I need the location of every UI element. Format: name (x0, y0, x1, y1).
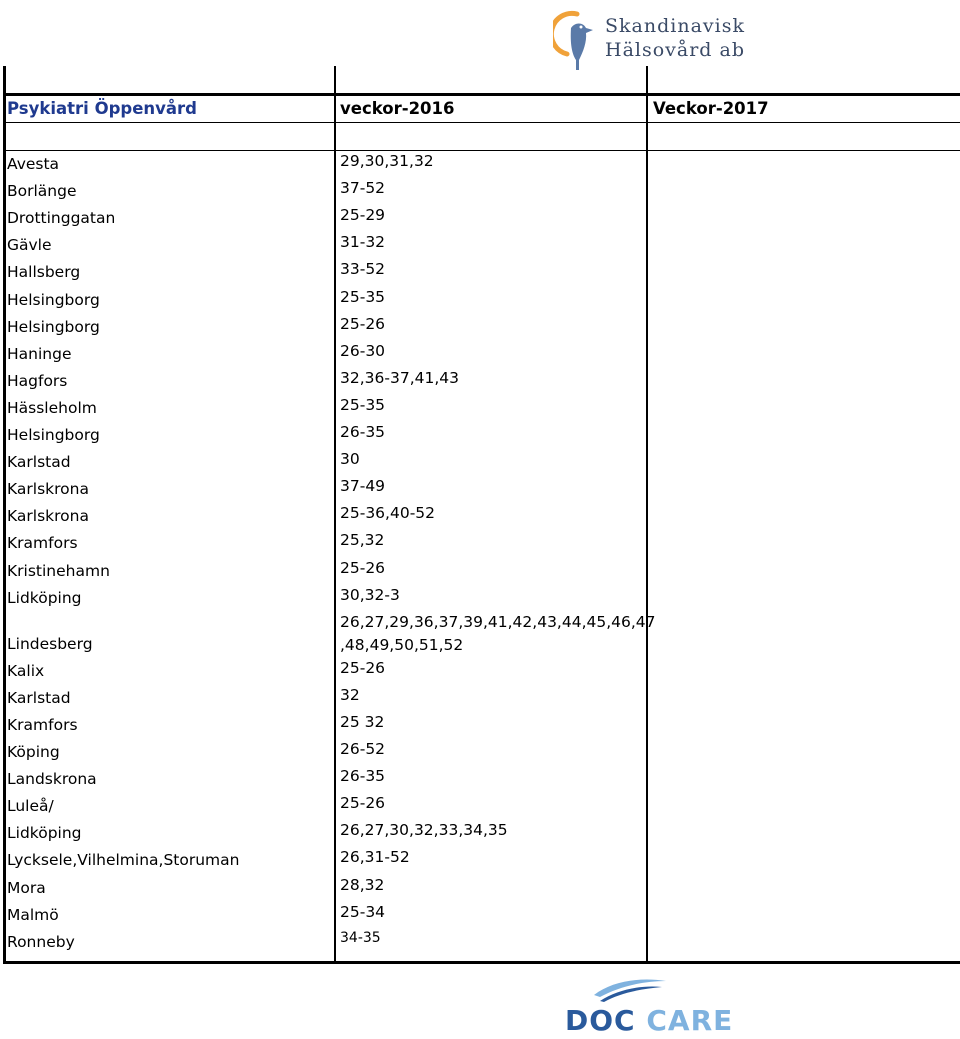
table-row (3, 686, 960, 713)
table-row (3, 613, 960, 659)
logo-care-text: CARE (646, 1004, 734, 1037)
weeks-2016-cell: 25-26 (340, 314, 386, 333)
table-row (3, 930, 960, 957)
place-cell: Borlänge (7, 182, 77, 201)
place-cell: Kramfors (7, 534, 78, 553)
weeks-2016-cell: 25-35 (340, 287, 386, 306)
weeks-2016-cell: 25-29 (340, 206, 386, 225)
place-cell: Drottinggatan (7, 209, 116, 228)
logo-doc-text: DOC (565, 1004, 636, 1037)
place-cell: Mora (7, 878, 46, 897)
place-cell: Hagfors (7, 371, 68, 390)
table-row (3, 903, 960, 930)
bird-sun-icon (553, 8, 603, 74)
table-row (3, 179, 960, 206)
place-cell: Kramfors (7, 715, 78, 734)
place-cell: Karlstad (7, 688, 71, 707)
place-cell: Lindesberg (7, 634, 93, 653)
weeks-2016-cell: 25,32 (340, 531, 385, 550)
table-row (3, 369, 960, 396)
place-cell: Helsingborg (7, 426, 100, 445)
weeks-2016-cell: 29,30,31,32 (340, 152, 434, 170)
table-row (3, 740, 960, 767)
place-cell: Avesta (7, 155, 60, 174)
place-cell: Malmö (7, 905, 59, 924)
header-veckor-2016: veckor-2016 (340, 99, 455, 118)
header-veckor-2017: Veckor-2017 (653, 99, 769, 118)
table-row (3, 713, 960, 740)
weeks-2016-cell (340, 611, 656, 657)
weeks-2016-cell: 34-35 (340, 929, 381, 946)
weeks-2016-cell: 28,32 (340, 875, 385, 894)
place-cell: Landskrona (7, 770, 97, 789)
table-row (3, 559, 960, 586)
weeks-2016-cell: 26,31-52 (340, 848, 410, 867)
doc-care-logo (565, 975, 750, 1035)
row-divider (3, 961, 960, 964)
weeks-2016-cell: 25-35 (340, 395, 386, 414)
weeks-2016-cell: 25-26 (340, 658, 386, 677)
table-row (3, 659, 960, 686)
place-cell: Köping (7, 743, 60, 762)
weeks-2016-cell: 25-26 (340, 558, 386, 577)
place-cell: Karlskrona (7, 507, 89, 526)
weeks-2016-cell: 25-26 (340, 794, 386, 813)
place-cell: Lidköping (7, 824, 82, 843)
weeks-2016-cell: 26-35 (340, 423, 386, 441)
place-cell: Helsingborg (7, 317, 100, 336)
skandinavisk-halsovard-logo (553, 8, 763, 74)
weeks-2016-cell: 32,36-37,41,43 (340, 368, 459, 387)
table-row (3, 233, 960, 260)
weeks-2016-cell: 30,32-3 (340, 585, 400, 604)
swoosh-icon (590, 975, 670, 1003)
table-row (3, 848, 960, 875)
place-cell: Kalix (7, 661, 45, 680)
place-cell: Hässleholm (7, 398, 97, 417)
place-cell: Karlskrona (7, 480, 89, 499)
weeks-2016-cell: 25 32 (340, 712, 385, 731)
row-divider (3, 93, 960, 96)
weeks-2016-cell: 33-52 (340, 260, 386, 279)
table-row (3, 396, 960, 423)
weeks-2016-cell: 26-30 (340, 341, 386, 360)
weeks-2016-cell: 25-36,40-52 (340, 504, 436, 523)
weeks-2016-cell: 32 (340, 685, 360, 704)
place-cell: Luleå/ (7, 797, 54, 816)
table-row (3, 586, 960, 613)
weeks-2016-cell: 31-32 (340, 233, 386, 252)
row-divider (3, 150, 960, 151)
table-row (3, 260, 960, 287)
table-row (3, 206, 960, 233)
table-row (3, 315, 960, 342)
weeks-2016-cell: 37-49 (340, 477, 386, 496)
weeks-2016-cell: 37-52 (340, 179, 386, 198)
logo-line-1: Skandinavisk (605, 15, 745, 37)
weeks-2016-cell: 30 (340, 450, 360, 469)
table-row (3, 288, 960, 315)
weeks-2016-cell: 26,27,30,32,33,34,35 (340, 821, 508, 840)
table-row (3, 423, 960, 450)
table-row (3, 477, 960, 504)
table-row (3, 794, 960, 821)
header-row (3, 99, 960, 127)
header-psykiatri: Psykiatri Öppenvård (7, 99, 197, 118)
place-cell: Hallsberg (7, 263, 81, 282)
place-cell: Karlstad (7, 453, 71, 472)
place-cell: Ronneby (7, 932, 75, 951)
table-row (3, 531, 960, 558)
table-row (3, 504, 960, 531)
weeks-2016-cell: 26-35 (340, 767, 386, 786)
table-row (3, 767, 960, 794)
weeks-2016-line: 26,27,29,36,37,39,41,42,43,44,45,46,47 (340, 612, 656, 631)
table-row (3, 450, 960, 477)
weeks-2016-cell: 25-34 (340, 902, 386, 921)
place-cell: Haninge (7, 344, 72, 363)
place-cell: Kristinehamn (7, 561, 110, 580)
table-row (3, 152, 960, 179)
place-cell: Gävle (7, 236, 52, 255)
place-cell: Helsingborg (7, 290, 100, 309)
place-cell: Lidköping (7, 588, 82, 607)
weeks-2016-line: ,48,49,50,51,52 (340, 635, 464, 654)
place-cell: Lycksele,Vilhelmina,Storuman (7, 851, 240, 870)
table-row (3, 876, 960, 903)
logo-line-2: Hälsovård ab (605, 39, 745, 61)
table-row (3, 821, 960, 848)
weeks-2016-cell: 26-52 (340, 740, 386, 758)
table-row (3, 342, 960, 369)
